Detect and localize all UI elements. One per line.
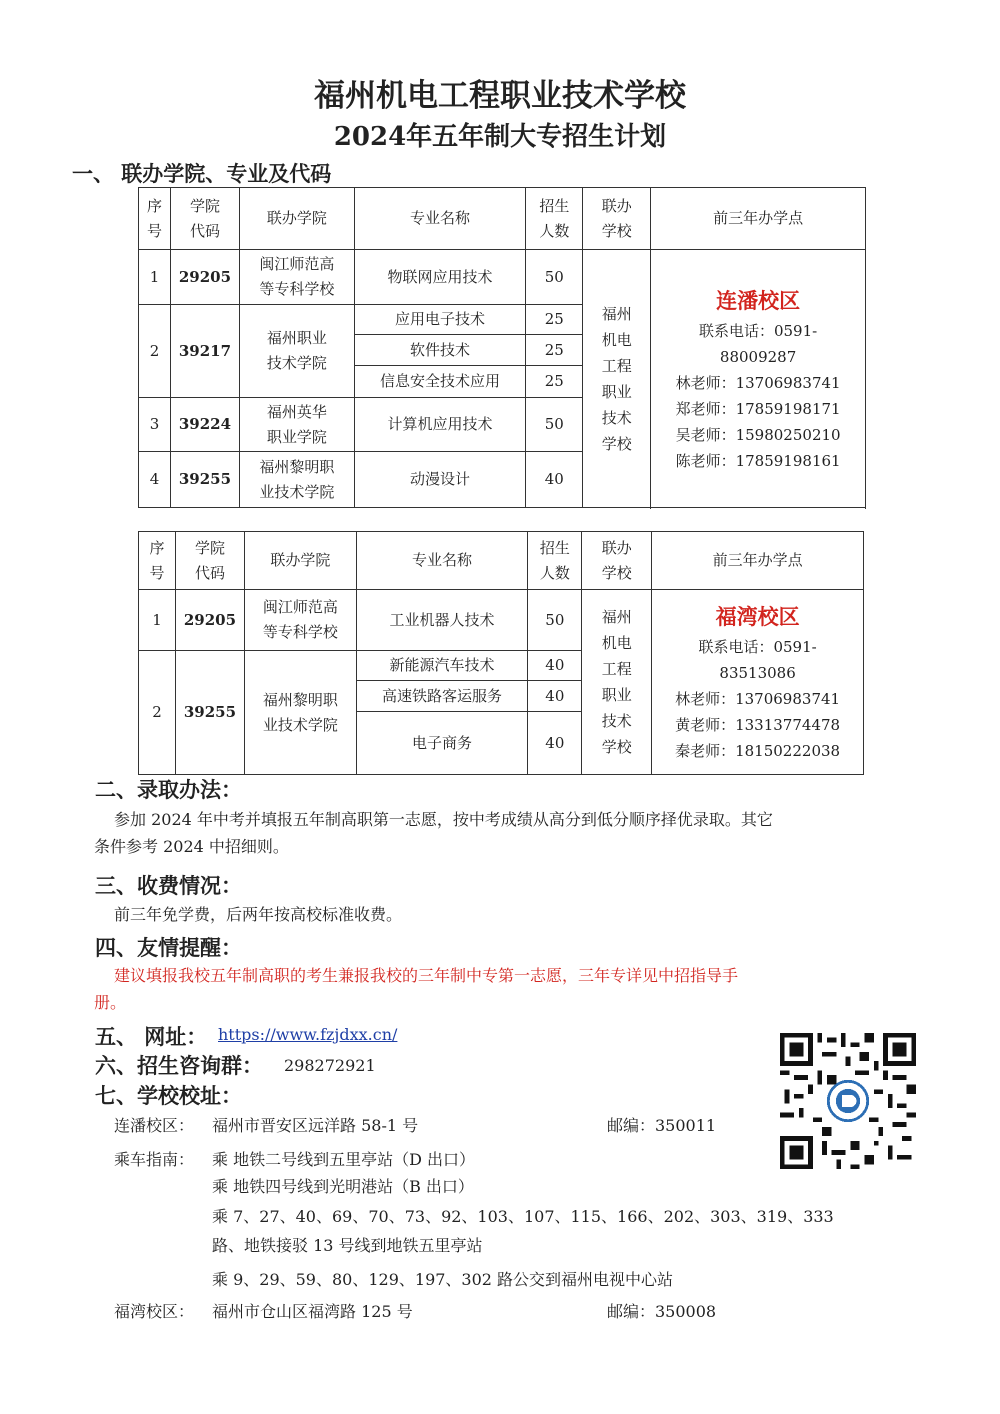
- table-header-row: [139, 188, 866, 250]
- table-row: 软件技术 25: [139, 335, 866, 366]
- campus-info-cell: [652, 590, 864, 775]
- contact-list: 联系电话：0591- 83513086 林老师：13706983741 黄老师：13313774478 秦老师：18150222038: [675, 638, 841, 760]
- header-code: 学院 代码: [170, 188, 239, 250]
- campus1-zip: 邮编：350011: [607, 1116, 717, 1135]
- qr-code-icon: [780, 1033, 916, 1169]
- table-row: 2 39255 福州黎明职 业技术学院 新能源汽车技术 40: [139, 651, 864, 681]
- section4-heading: 四、友情提醒：: [95, 935, 242, 960]
- section1-heading: 一、 联办学院、专业及代码: [72, 161, 332, 186]
- section2-text: 参加 2024 年中考并填报五年制高职第一志愿，按中考成绩从高分到低分顺序择优录取。其它 条件参考 2024 中招细则。: [94, 810, 773, 856]
- campus-info-cell: [651, 250, 866, 508]
- header-seq: 序 号: [139, 188, 171, 250]
- transport-guide-3: 乘 7、27、40、69、70、73、92、103、107、115、166、202、303、319、333: [212, 1207, 834, 1226]
- consult-group-number: 298272921: [284, 1056, 376, 1075]
- section5-heading: 五、 网址：: [95, 1024, 208, 1049]
- section6-heading: 六、招生咨询群：: [95, 1053, 263, 1078]
- page-subtitle: 2024年五年制大专招生计划: [333, 122, 667, 152]
- table-header-row: 序 号 学院 代码 联办学院 专业名称 招生 人数 联办 学校 前三年办学点: [139, 532, 864, 590]
- campus2-label: 福湾校区：: [114, 1302, 195, 1321]
- section3-heading: 三、收费情况：: [95, 873, 242, 898]
- table-row: 电子商务 40: [139, 712, 864, 775]
- campus2-address: 福州市仓山区福湾路 125 号: [212, 1302, 413, 1321]
- campus1-label: 连潘校区：: [114, 1116, 195, 1135]
- header-college: 联办学院: [239, 188, 354, 250]
- transport-guide-4: 路、地铁接驳 13 号线到地铁五里亭站: [212, 1236, 483, 1255]
- enrollment-table-fuwan: [138, 531, 864, 775]
- website-link[interactable]: https://www.fzjdxx.cn/: [218, 1025, 398, 1044]
- header-count: 招生 人数: [526, 188, 583, 250]
- table-row: 1 29205 闽江师范高 等专科学校 物联网应用技术 50 福州 机电 工程 职业 技术 学校 连潘校区 联系电话：0591- 88009287 林老师：13706983741 郑老师：17859198171 吴老师：15980250210 陈老师：17859198161: [139, 250, 866, 305]
- table-row: 高速铁路客运服务 40: [139, 681, 864, 712]
- section4-text: 建议填报我校五年制高职的考生兼报我校的三年制中专第一志愿，三年专详见中招指导手 册。: [94, 966, 739, 1012]
- table-row: 1 29205 闽江师范高 等专科学校 工业机器人技术 50 福州 机电 工程 职业 技术 学校 福湾校区 联系电话：0591- 83513086 林老师：13706983741 黄老师：13313774478 秦老师：18150222038: [139, 590, 864, 651]
- campus1-address: 福州市晋安区远洋路 58-1 号: [212, 1116, 419, 1135]
- table-row: 信息安全技术应用 25: [139, 366, 866, 398]
- enrollment-table-lianpan: [138, 187, 866, 508]
- header-major: 专业名称: [354, 188, 526, 250]
- table-row: 2 39217 福州职业 技术学院 应用电子技术 25: [139, 305, 866, 335]
- section3-text: 前三年免学费，后两年按高校标准收费。: [114, 905, 403, 924]
- header-partner: 联办 学校: [583, 188, 651, 250]
- contact-list: 联系电话：0591- 88009287 林老师：13706983741 郑老师：17859198171 吴老师：15980250210 陈老师：17859198161: [675, 321, 841, 470]
- transport-guide-label: 乘车指南：: [114, 1150, 195, 1169]
- partner-school-cell: 福州 机电 工程 职业 技术 学校: [583, 250, 651, 508]
- transport-guide-1: 乘 地铁二号线到五里亭站（D 出口）: [212, 1150, 476, 1169]
- campus2-zip: 邮编：350008: [607, 1302, 717, 1321]
- campus-name: 连潘校区: [716, 287, 801, 313]
- header-site: 前三年办学点: [651, 188, 866, 250]
- campus-name: 福湾校区: [715, 604, 800, 629]
- page-title: 福州机电工程职业技术学校: [314, 78, 686, 114]
- partner-school-cell: 福州 机电 工程 职业 技术 学校: [582, 590, 652, 775]
- transport-guide-2: 乘 地铁四号线到光明港站（B 出口）: [212, 1177, 474, 1196]
- section7-heading: 七、学校校址：: [95, 1083, 242, 1108]
- transport-guide-5: 乘 9、29、59、80、129、197、302 路公交到福州电视中心站: [212, 1270, 674, 1289]
- table-row: 3 39224 福州英华 职业学院 计算机应用技术 50: [139, 398, 866, 452]
- table-row: 4 39255 福州黎明职 业技术学院 动漫设计 40: [139, 452, 866, 508]
- section2-heading: 二、录取办法：: [95, 777, 242, 802]
